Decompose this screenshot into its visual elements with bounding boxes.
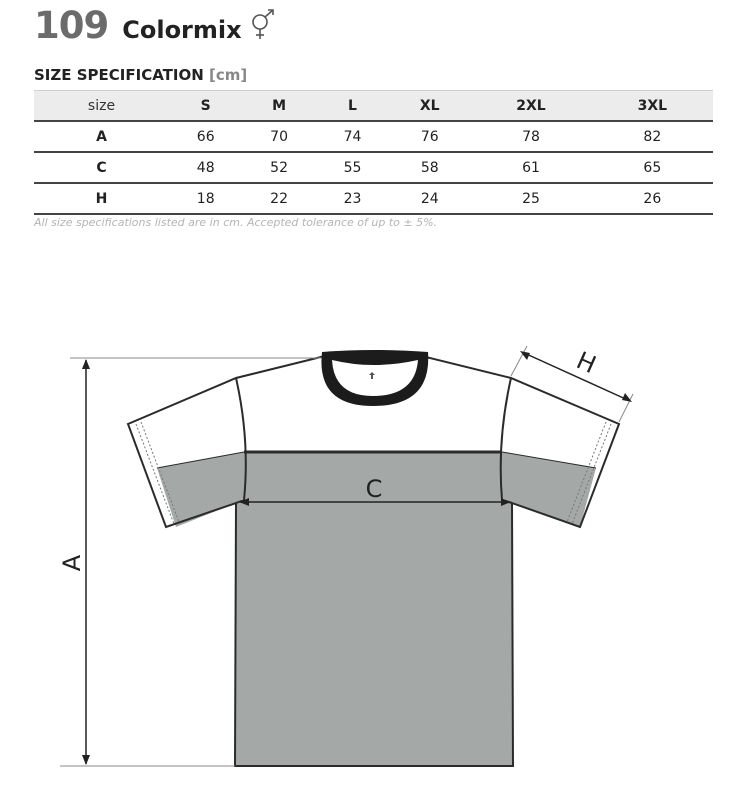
- table-cell: 61: [522, 159, 540, 176]
- table-cell: 25: [522, 190, 540, 207]
- header-cell: M: [272, 97, 287, 114]
- product-code: 109: [34, 4, 109, 47]
- header-cell: XL: [419, 97, 440, 114]
- spec-title-text: SIZE SPECIFICATION: [34, 66, 204, 84]
- table-cell: 23: [343, 190, 362, 207]
- header-cell: 3XL: [637, 97, 668, 114]
- table-cell: 58: [420, 159, 439, 176]
- table-cell: 76: [420, 128, 439, 145]
- table-cell: 22: [270, 190, 288, 207]
- dimension-c-label: C: [365, 475, 383, 503]
- table-cell: 18: [196, 190, 215, 207]
- product-name: Colormix: [122, 16, 242, 44]
- tolerance-note: All size specifications listed are in cm. Accepted tolerance of up to ± 5%.: [34, 216, 438, 229]
- dimension-a-label: A: [58, 554, 86, 572]
- header-cell: S: [200, 97, 211, 114]
- header-cell: size: [87, 97, 116, 114]
- dimension-h-ext-1: [511, 346, 527, 376]
- table-cell: 48: [196, 159, 215, 176]
- table-cell: H: [95, 190, 108, 207]
- dimension-h-label: H: [572, 346, 601, 380]
- spec-unit: [cm]: [209, 66, 248, 84]
- table-cell: 82: [643, 128, 662, 145]
- dimension-h-arrow-right: [622, 393, 632, 402]
- table-cell: 26: [643, 190, 662, 207]
- table-cell: 78: [522, 128, 540, 145]
- header-cell: 2XL: [516, 97, 546, 114]
- table-cell: 24: [420, 190, 439, 207]
- table-cell: C: [96, 159, 107, 176]
- table-cell: 74: [343, 128, 362, 145]
- dimension-a-arrow-top: [82, 359, 90, 369]
- table-cell: 65: [643, 159, 662, 176]
- dimension-h-line: [522, 352, 630, 401]
- table-cell: 55: [343, 159, 362, 176]
- table-cell: 70: [270, 128, 288, 145]
- header-cell: L: [348, 97, 357, 114]
- table-cell: 52: [270, 159, 288, 176]
- dimension-a-arrow-bottom: [82, 755, 90, 765]
- table-cell: A: [96, 128, 107, 145]
- table-cell: 66: [196, 128, 215, 145]
